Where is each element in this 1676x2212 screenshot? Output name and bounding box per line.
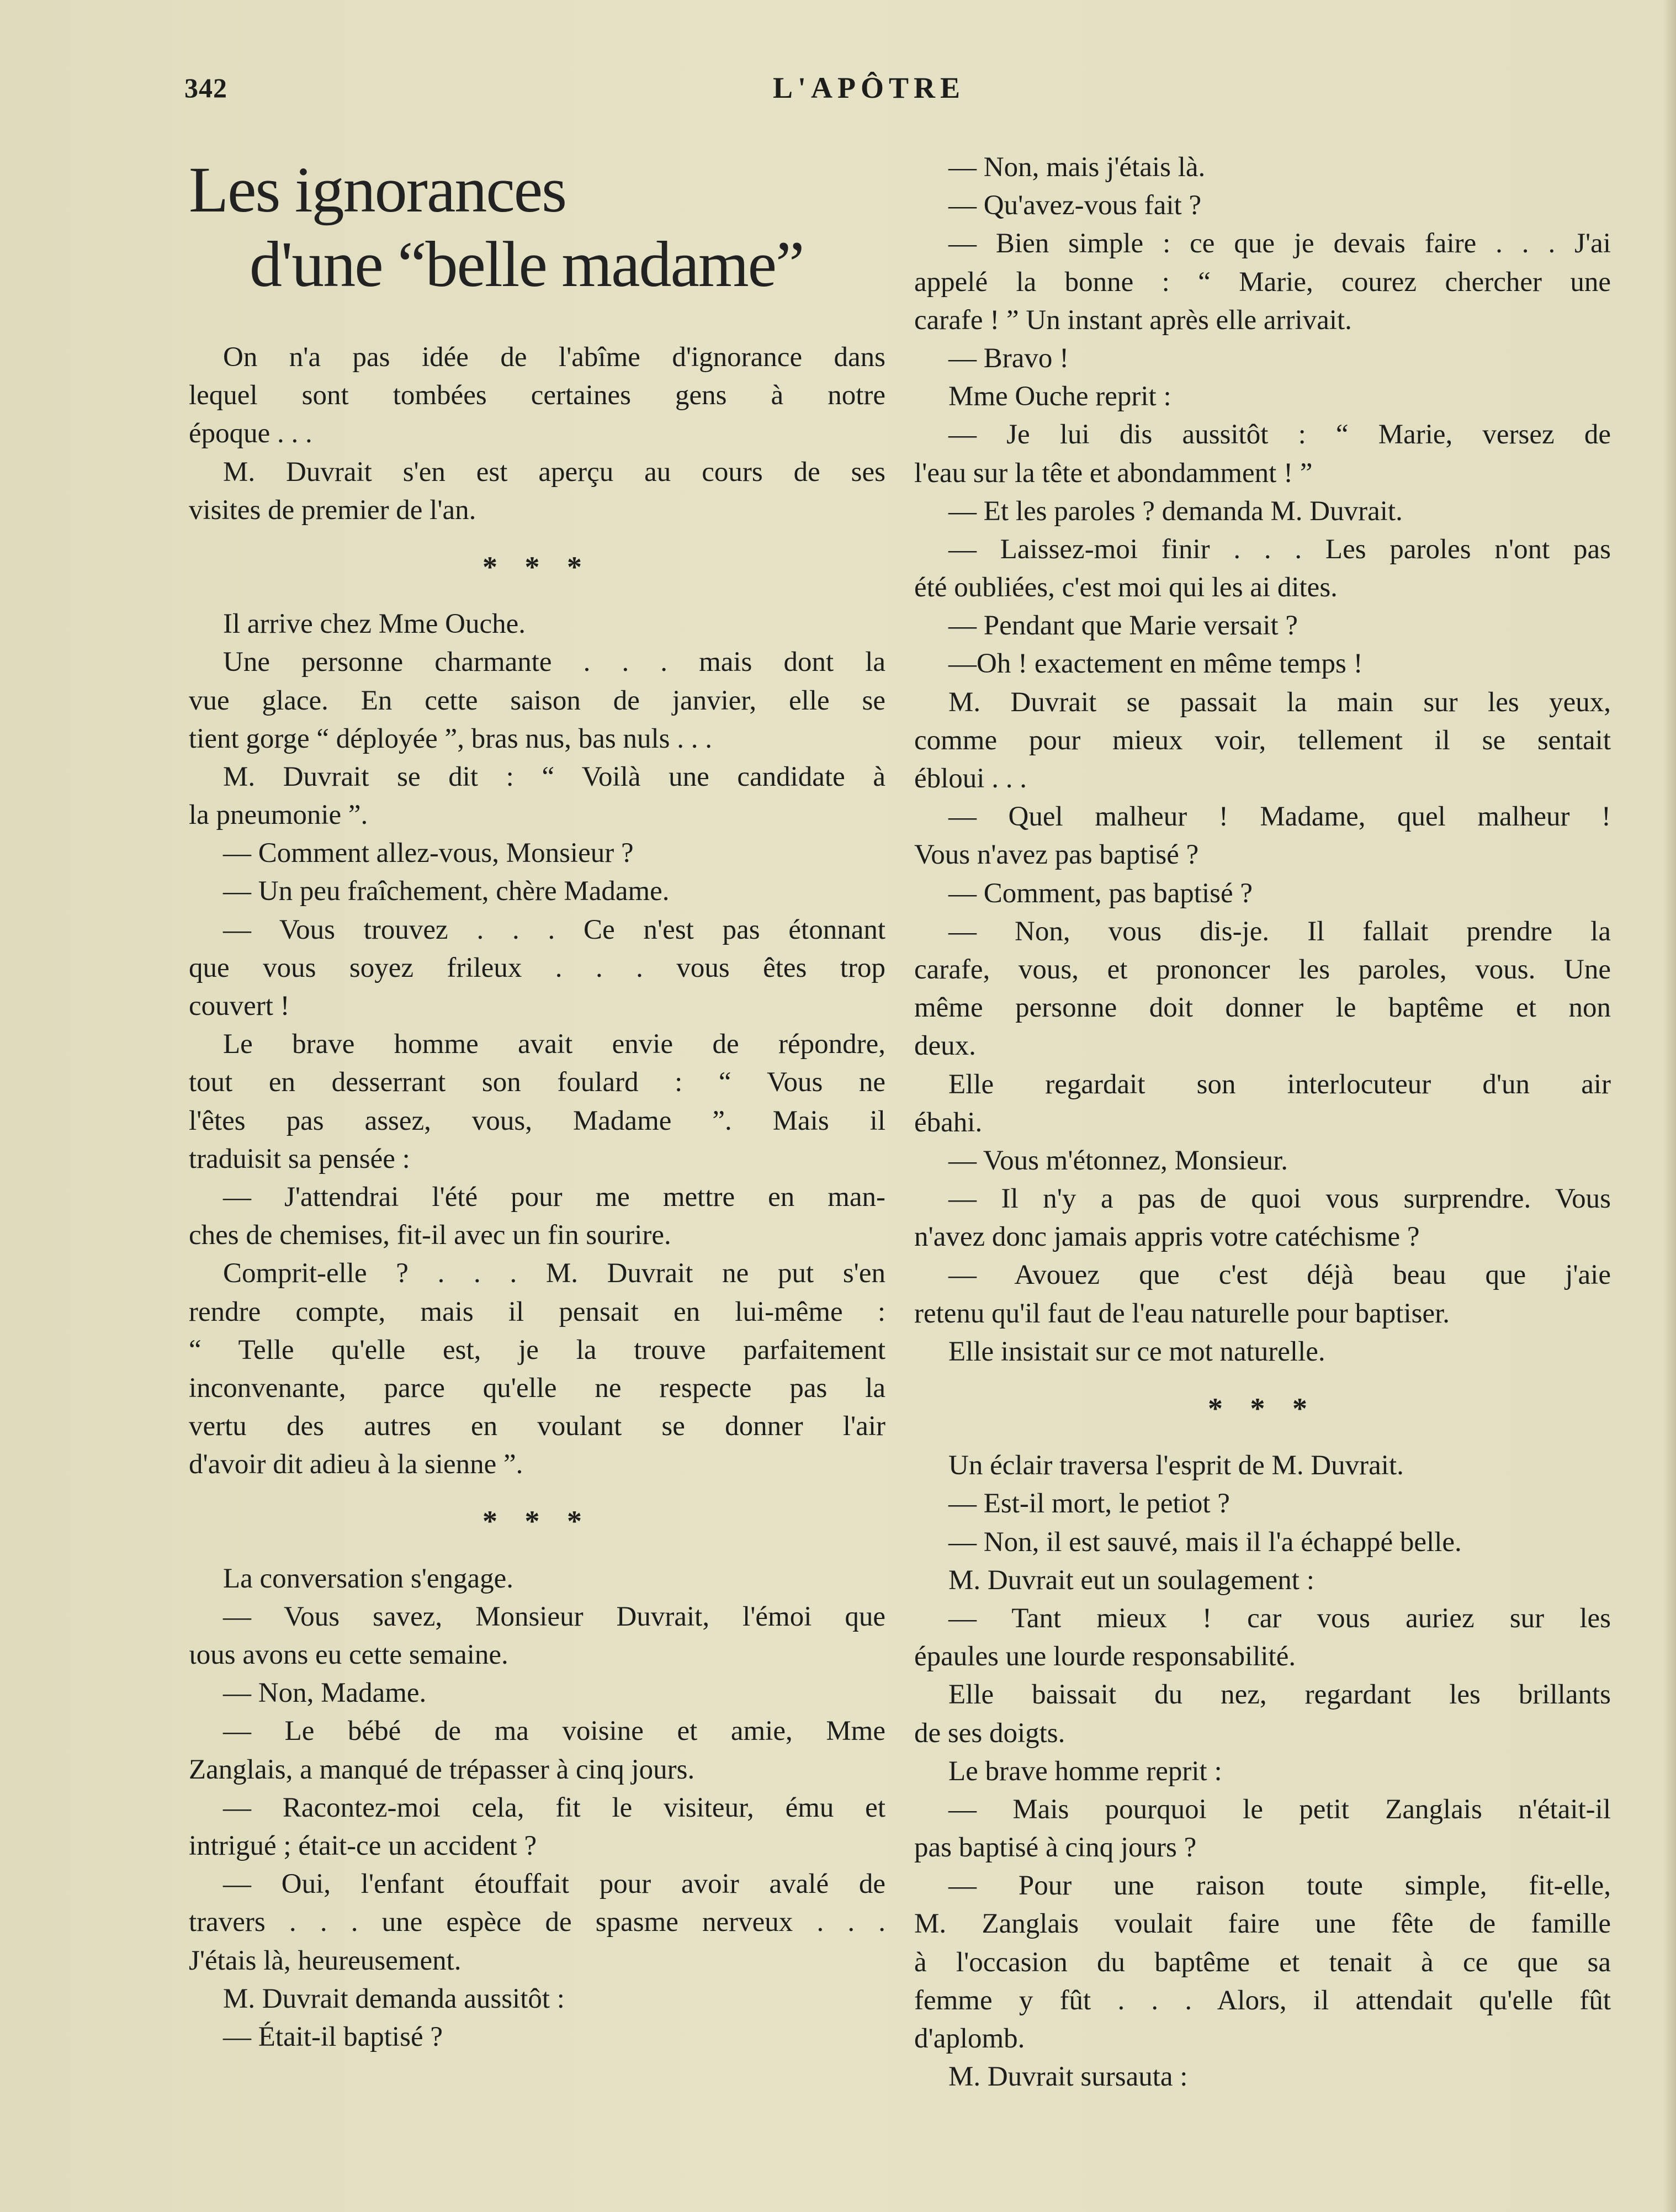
article-title-line-2: d'une “belle madame”: [250, 228, 804, 300]
right-column-text: [914, 149, 1611, 2096]
text-line: carafe ! ” Un instant après elle arrivait.: [914, 304, 1352, 336]
section-gap: [189, 530, 885, 548]
section-divider: * * *: [482, 550, 592, 584]
text-line: — Tant mieux ! car vous auriez sur les: [948, 1602, 1611, 1634]
text-line: tout en desserrant son foulard : “ Vous ne: [189, 1067, 885, 1098]
text-line: Zanglais, a manqué de trépasser à cinq jours.: [189, 1754, 695, 1785]
text-line: La conversation s'engage.: [223, 1563, 514, 1594]
text-line: Le brave homme reprit :: [948, 1755, 1222, 1787]
text-line: n'avez donc jamais appris votre catéchisme ?: [914, 1221, 1420, 1253]
text-line: épaules une lourde responsabilité.: [914, 1641, 1296, 1673]
text-line: — Quel malheur ! Madame, quel malheur !: [948, 801, 1611, 833]
text-line: — Est-il mort, le petiot ?: [948, 1488, 1230, 1520]
text-line: appelé la bonne : “ Marie, courez chercher une: [914, 266, 1611, 298]
text-line: pas baptisé à cinq jours ?: [914, 1832, 1197, 1864]
text-line: — Bien simple : ce que je devais faire . . . J'ai: [948, 228, 1611, 260]
text-line: intrigué ; était-ce un accident ?: [189, 1830, 537, 1861]
text-line: que vous soyez frileux . . . vous êtes trop: [189, 952, 885, 983]
text-line: — Vous trouvez . . . Ce n'est pas étonnant: [223, 914, 885, 945]
text-line: M. Duvrait sursauta :: [948, 2061, 1188, 2093]
text-line: — Comment allez-vous, Monsieur ?: [223, 838, 634, 869]
running-head: L'APÔTRE: [773, 71, 966, 104]
text-line: époque . . .: [189, 418, 312, 449]
text-line: — Qu'avez-vous fait ?: [948, 190, 1202, 221]
text-line: — Non, mais j'étais là.: [948, 152, 1206, 183]
text-line: — Non, vous dis-je. Il fallait prendre la: [948, 916, 1611, 947]
text-line: — Pour une raison toute simple, fit-elle,: [948, 1870, 1611, 1902]
text-line: — Non, Madame.: [223, 1677, 427, 1709]
text-line: — Et les paroles ? demanda M. Duvrait.: [948, 495, 1403, 527]
text-line: — Était-il baptisé ?: [223, 2021, 443, 2052]
text-line: l'eau sur la tête et abondamment ! ”: [914, 457, 1313, 489]
section-gap: [189, 1541, 885, 1560]
page-edge-shadow: [1663, 0, 1676, 2212]
text-line: deux.: [914, 1030, 976, 1062]
text-line: — Je lui dis aussitôt : “ Marie, versez de: [948, 419, 1611, 451]
text-line: été oubliées, c'est moi qui les ai dites.: [914, 572, 1338, 604]
section-divider: * * *: [1208, 1392, 1317, 1425]
section-gap: [914, 1428, 1611, 1447]
text-line: — Comment, pas baptisé ?: [948, 877, 1253, 909]
text-line: comme pour mieux voir, tellement il se sentait: [914, 724, 1611, 756]
section-gap: [189, 586, 885, 605]
text-line: — Oui, l'enfant étouffait pour avoir avalé de: [223, 1869, 885, 1900]
text-line: ιous avons eu cette semaine.: [189, 1639, 508, 1670]
text-line: — Il n'y a pas de quoi vous surprendre. Vous: [948, 1183, 1611, 1215]
text-line: ébahi.: [914, 1107, 983, 1138]
text-line: Un éclair traversa l'esprit de M. Duvrait.: [948, 1450, 1404, 1481]
text-line: couvert !: [189, 991, 290, 1022]
text-line: tient gorge “ déployée ”, bras nus, bas nuls . . .: [189, 723, 713, 754]
text-line: M. Duvrait demanda aussitôt :: [223, 1983, 565, 2014]
text-line: Elle insistait sur ce mot naturelle.: [948, 1336, 1325, 1367]
text-line: — Mais pourquoi le petit Zanglais n'était-il: [948, 1793, 1611, 1825]
text-line: — Bravo !: [948, 342, 1069, 374]
text-line: M. Duvrait eut un soulagement :: [948, 1564, 1314, 1596]
text-line: —Oh ! exactement en même temps !: [948, 648, 1363, 680]
text-line: Comprit-elle ? . . . M. Duvrait ne put s'en: [223, 1258, 885, 1289]
text-line: d'aplomb.: [914, 2023, 1025, 2054]
text-line: l'êtes pas assez, vous, Madame ”. Mais il: [189, 1105, 885, 1136]
text-line: — Vous m'étonnez, Monsieur.: [948, 1145, 1288, 1176]
text-line: Le brave homme avait envie de répondre,: [223, 1029, 885, 1060]
text-line: traduisit sa pensée :: [189, 1143, 410, 1174]
text-line: Elle baissait du nez, regardant les brillants: [948, 1679, 1611, 1711]
text-line: — Un peu fraîchement, chère Madame.: [223, 876, 670, 907]
text-line: ébloui . . .: [914, 763, 1027, 794]
text-line: vue glace. En cette saison de janvier, elle se: [189, 685, 885, 716]
text-line: d'avoir dit adieu à la sienne ”.: [189, 1449, 523, 1480]
text-line: Il arrive chez Mme Ouche.: [223, 608, 526, 640]
text-line: Mme Ouche reprit :: [948, 381, 1171, 412]
text-line: travers . . . une espèce de spasme nerveux . . .: [189, 1907, 885, 1938]
section-gap: [914, 1371, 1611, 1390]
text-line: — Racontez-moi cela, fit le visiteur, ému et: [223, 1792, 885, 1823]
text-line: même personne doit donner le baptême et non: [914, 992, 1611, 1024]
text-line: à l'occasion du baptême et tenait à ce que sa: [914, 1946, 1611, 1978]
text-line: inconvenante, parce qu'elle ne respecte pas la: [189, 1372, 885, 1404]
text-line: — Le bébé de ma voisine et amie, Mme: [223, 1716, 885, 1747]
text-line: — Pendant que Marie versait ?: [948, 610, 1298, 642]
text-line: — Vous savez, Monsieur Duvrait, l'émoi que: [223, 1601, 885, 1632]
text-line: ches de chemises, fit-il avec un fin sourire.: [189, 1220, 671, 1251]
text-line: Une personne charmante . . . mais dont la: [223, 647, 885, 678]
text-line: la pneumonie ”.: [189, 800, 368, 831]
text-line: carafe, vous, et prononcer les paroles, vous. Une: [914, 954, 1611, 985]
text-line: femme y fût . . . Alors, il attendait qu'elle fût: [914, 1985, 1611, 2016]
text-line: M. Zanglais voulait faire une fête de famille: [914, 1908, 1611, 1940]
text-line: J'étais là, heureusement.: [189, 1945, 462, 1976]
text-line: Vous n'avez pas baptisé ?: [914, 839, 1199, 871]
text-line: visites de premier de l'an.: [189, 494, 476, 526]
section-divider: * * *: [482, 1505, 592, 1538]
page-number: 342: [184, 72, 227, 103]
text-line: M. Duvrait se dit : “ Voilà une candidate à: [223, 761, 885, 792]
text-line: — Avouez que c'est déjà beau que j'aie: [948, 1260, 1611, 1291]
text-line: lequel sont tombées certaines gens à notre: [189, 380, 885, 411]
left-column-text: [189, 338, 885, 2056]
text-line: Elle regardait son interlocuteur d'un air: [948, 1068, 1611, 1100]
text-line: M. Duvrait s'en est aperçu au cours de ses: [223, 456, 885, 488]
text-line: “ Telle qu'elle est, je la trouve parfaitement: [189, 1334, 885, 1366]
article-title-line-1: Les ignorances: [189, 154, 566, 226]
text-line: retenu qu'il faut de l'eau naturelle pour baptiser.: [914, 1298, 1450, 1329]
text-line: — Laissez-moi finir . . . Les paroles n'ont pas: [948, 533, 1611, 565]
text-line: — J'attendrai l'été pour me mettre en man-: [223, 1181, 885, 1213]
text-line: — Non, il est sauvé, mais il l'a échappé belle.: [948, 1526, 1462, 1558]
text-line: vertu des autres en voulant se donner l'air: [189, 1411, 885, 1442]
text-line: On n'a pas idée de l'abîme d'ignorance dans: [223, 342, 885, 373]
text-line: de ses doigts.: [914, 1717, 1065, 1749]
section-gap: [189, 1484, 885, 1502]
text-line: M. Duvrait se passait la main sur les yeux,: [948, 686, 1611, 718]
text-line: rendre compte, mais il pensait en lui-même :: [189, 1296, 885, 1327]
